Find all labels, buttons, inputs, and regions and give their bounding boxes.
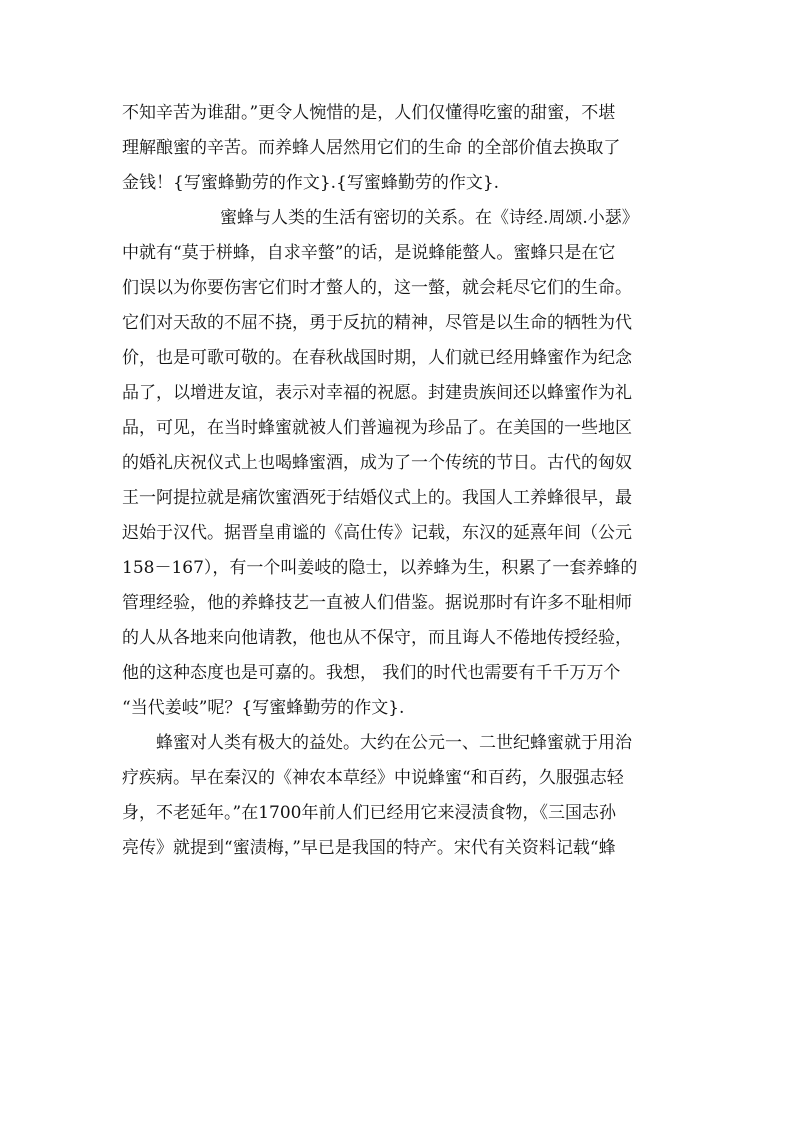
text-line: 亮传》就提到“蜜渍梅，”早已是我国的特产。宋代有关资料记载“蜂 [122,838,616,858]
text-line: 的婚礼庆祝仪式上也喝蜂蜜酒，成为了一个传统的节日。古代的匈奴 [122,453,632,473]
paragraph-start-line: 蜂蜜对人类有极大的益处。大约在公元一、二世纪蜂蜜就于用治 [156,733,632,753]
text-line: 中就有“莫于栟蜂，自求辛螫”的话，是说蜂能螫人。蜜蜂只是在它 [122,243,616,263]
body-text [122,96,682,866]
text-line: 品了，以增进友谊，表示对幸福的祝愿。封建贵族间还以蜂蜜作为礼 [122,383,632,403]
text-line: 他的这种态度也是可嘉的。我想， 我们的时代也需要有千千万万个 [122,663,621,683]
text-line: 品，可见，在当时蜂蜜就被人们普遍视为珍品了。在美国的一些地区 [122,418,632,438]
text-line: 158－167），有一个叫姜岐的隐士，以养蜂为生，积累了一套养蜂的 [122,558,638,578]
text-line: “当代姜岐”呢？{写蜜蜂勤劳的作文}. [122,698,405,718]
text-line: 们误以为你要伤害它们时才螫人的，这一螫，就会耗尽它们的生命。 [122,278,632,298]
text-line: 不知辛苦为谁甜。”更令人惋惜的是，人们仅懂得吃蜜的甜蜜，不堪 [122,103,616,123]
text-line: 它们对天敌的不屈不挠，勇于反抗的精神，尽管是以生命的牺牲为代 [122,313,632,333]
text-line: 身，不老延年。”在1700年前人们已经用它来浸渍食物，《三国志孙 [122,803,616,823]
text-line: 价，也是可歌可敬的。在春秋战国时期，人们就已经用蜂蜜作为纪念 [122,348,632,368]
text-line: 迟始于汉代。据晋皇甫谧的《高仕传》记载，东汉的延熹年间（公元 [122,523,632,543]
text-line: 金钱！{写蜜蜂勤劳的作文}.{写蜜蜂勤劳的作文}. [122,173,500,193]
paragraph-start-line: 蜜蜂与人类的生活有密切的关系。在《诗经.周颂.小瑟》 [220,208,639,228]
text-line: 王一阿提拉就是痛饮蜜酒死于结婚仪式上的。我国人工养蜂很早，最 [122,488,632,508]
text-line: 疗疾病。早在秦汉的《神农本草经》中说蜂蜜“和百药，久服强志轻 [122,768,624,788]
text-line: 管理经验，他的养蜂技艺一直被人们借鉴。据说那时有许多不耻相师 [122,593,632,613]
text-line: 理解酿蜜的辛苦。而养蜂人居然用它们的生命 的全部价值去换取了 [122,138,621,158]
text-line: 的人从各地来向他请教，他也从不保守，而且诲人不倦地传授经验， [122,628,632,648]
